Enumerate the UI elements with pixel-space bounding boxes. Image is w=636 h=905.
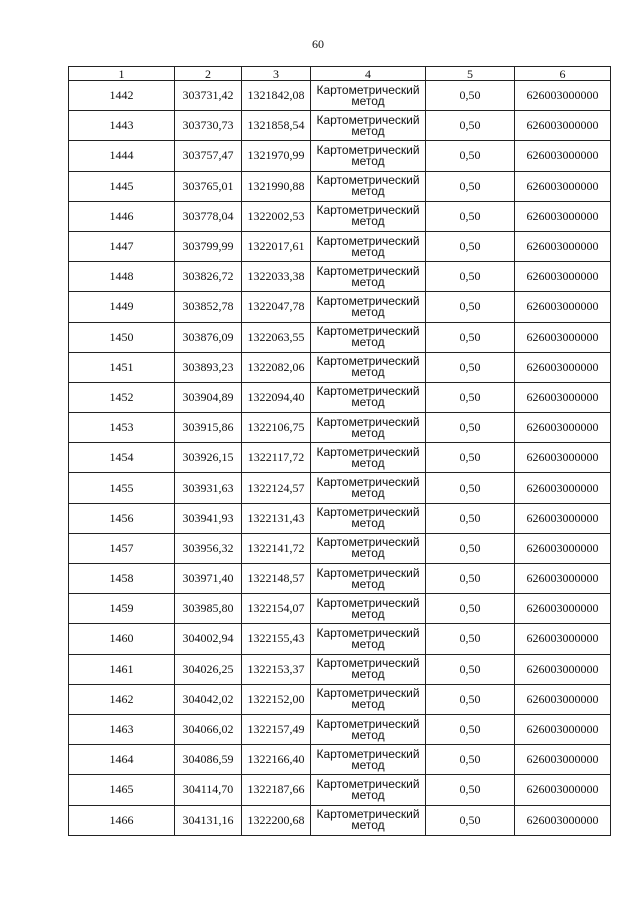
coordinate-x-cell: 304066,02 xyxy=(175,714,242,744)
code-cell: 626003000000 xyxy=(515,473,611,503)
column-header-5: 5 xyxy=(426,67,515,81)
accuracy-cell: 0,50 xyxy=(426,141,515,171)
column-header-1: 1 xyxy=(69,67,175,81)
coordinate-y-cell: 1321970,99 xyxy=(242,141,311,171)
method-text: Картометрический xyxy=(316,595,420,610)
method-text: метод xyxy=(351,184,385,199)
method-cell xyxy=(311,322,426,352)
method-text: Картометрический xyxy=(316,233,420,248)
method-text: метод xyxy=(351,757,385,772)
method-text: Картометрический xyxy=(316,263,420,278)
coordinate-y-cell: 1322082,06 xyxy=(242,352,311,382)
table-body xyxy=(69,81,611,836)
code-cell: 626003000000 xyxy=(515,805,611,835)
method-cell xyxy=(311,473,426,503)
accuracy-cell: 0,50 xyxy=(426,473,515,503)
method-cell xyxy=(311,684,426,714)
code-cell: 626003000000 xyxy=(515,81,611,111)
method-cell xyxy=(311,111,426,141)
coordinates-table xyxy=(68,66,611,836)
coordinate-x-cell: 303915,86 xyxy=(175,413,242,443)
method-text: метод xyxy=(351,516,385,531)
method-text: метод xyxy=(351,244,385,259)
method-text: Картометрический xyxy=(316,716,420,731)
point-number-cell: 1453 xyxy=(69,413,175,443)
page-number: 60 xyxy=(312,37,324,51)
method-cell xyxy=(311,533,426,563)
coordinate-x-cell: 303765,01 xyxy=(175,171,242,201)
point-number-cell: 1458 xyxy=(69,564,175,594)
accuracy-cell: 0,50 xyxy=(426,624,515,654)
method-text: Картометрический xyxy=(316,444,420,459)
accuracy-cell: 0,50 xyxy=(426,503,515,533)
column-header-4: 4 xyxy=(311,67,426,81)
point-number-cell: 1456 xyxy=(69,503,175,533)
accuracy-cell: 0,50 xyxy=(426,292,515,322)
point-number-cell: 1443 xyxy=(69,111,175,141)
table-row xyxy=(69,352,611,382)
table-row xyxy=(69,231,611,261)
point-number-cell: 1442 xyxy=(69,81,175,111)
method-cell xyxy=(311,141,426,171)
coordinate-y-cell: 1321990,88 xyxy=(242,171,311,201)
coordinate-y-cell: 1322106,75 xyxy=(242,413,311,443)
coordinate-x-cell: 303826,72 xyxy=(175,262,242,292)
coordinate-x-cell: 304042,02 xyxy=(175,684,242,714)
coordinate-y-cell: 1322154,07 xyxy=(242,594,311,624)
table-row xyxy=(69,443,611,473)
method-text: метод xyxy=(351,365,385,380)
code-cell: 626003000000 xyxy=(515,654,611,684)
method-cell xyxy=(311,503,426,533)
point-number-cell: 1454 xyxy=(69,443,175,473)
method-text: Картометрический xyxy=(316,686,420,701)
table-row xyxy=(69,141,611,171)
point-number-cell: 1461 xyxy=(69,654,175,684)
method-cell xyxy=(311,352,426,382)
method-text: Картометрический xyxy=(316,112,420,127)
method-text: метод xyxy=(351,606,385,621)
accuracy-cell: 0,50 xyxy=(426,262,515,292)
accuracy-cell: 0,50 xyxy=(426,654,515,684)
coordinate-x-cell: 303730,73 xyxy=(175,111,242,141)
method-text: Картометрический xyxy=(316,625,420,640)
table-row xyxy=(69,654,611,684)
table-row xyxy=(69,533,611,563)
method-text: метод xyxy=(351,636,385,651)
table-row xyxy=(69,805,611,835)
coordinate-y-cell: 1322063,55 xyxy=(242,322,311,352)
table-row xyxy=(69,503,611,533)
method-cell xyxy=(311,714,426,744)
coordinate-y-cell: 1322155,43 xyxy=(242,624,311,654)
method-cell xyxy=(311,805,426,835)
method-cell xyxy=(311,775,426,805)
accuracy-cell: 0,50 xyxy=(426,684,515,714)
coordinate-y-cell: 1322166,40 xyxy=(242,745,311,775)
code-cell: 626003000000 xyxy=(515,443,611,473)
point-number-cell: 1462 xyxy=(69,684,175,714)
coordinate-x-cell: 303904,89 xyxy=(175,382,242,412)
accuracy-cell: 0,50 xyxy=(426,533,515,563)
method-text: Картометрический xyxy=(316,203,420,218)
method-cell xyxy=(311,564,426,594)
method-text: метод xyxy=(351,486,385,501)
method-text: Картометрический xyxy=(316,142,420,157)
coordinate-x-cell: 303931,63 xyxy=(175,473,242,503)
accuracy-cell: 0,50 xyxy=(426,564,515,594)
accuracy-cell: 0,50 xyxy=(426,201,515,231)
point-number-cell: 1463 xyxy=(69,714,175,744)
accuracy-cell: 0,50 xyxy=(426,81,515,111)
coordinate-x-cell: 304131,16 xyxy=(175,805,242,835)
point-number-cell: 1450 xyxy=(69,322,175,352)
code-cell: 626003000000 xyxy=(515,201,611,231)
point-number-cell: 1464 xyxy=(69,745,175,775)
coordinate-y-cell: 1322033,38 xyxy=(242,262,311,292)
coordinate-x-cell: 303941,93 xyxy=(175,503,242,533)
code-cell: 626003000000 xyxy=(515,745,611,775)
accuracy-cell: 0,50 xyxy=(426,322,515,352)
accuracy-cell: 0,50 xyxy=(426,805,515,835)
coordinate-x-cell: 304086,59 xyxy=(175,745,242,775)
point-number-cell: 1447 xyxy=(69,231,175,261)
method-cell xyxy=(311,745,426,775)
method-cell xyxy=(311,382,426,412)
accuracy-cell: 0,50 xyxy=(426,775,515,805)
method-cell xyxy=(311,413,426,443)
coordinate-x-cell: 303757,47 xyxy=(175,141,242,171)
method-text: Картометрический xyxy=(316,505,420,520)
table-row xyxy=(69,292,611,322)
method-text: метод xyxy=(351,153,385,168)
code-cell: 626003000000 xyxy=(515,624,611,654)
table-row xyxy=(69,745,611,775)
code-cell: 626003000000 xyxy=(515,111,611,141)
method-cell xyxy=(311,292,426,322)
method-text: Картометрический xyxy=(316,82,420,97)
method-cell xyxy=(311,594,426,624)
method-text: метод xyxy=(351,818,385,833)
coordinate-y-cell: 1322187,66 xyxy=(242,775,311,805)
coordinate-x-cell: 303893,23 xyxy=(175,352,242,382)
point-number-cell: 1446 xyxy=(69,201,175,231)
table-row xyxy=(69,684,611,714)
coordinate-y-cell: 1322200,68 xyxy=(242,805,311,835)
coordinate-x-cell: 303852,78 xyxy=(175,292,242,322)
method-text: Картометрический xyxy=(316,535,420,550)
table-row xyxy=(69,262,611,292)
column-header-3: 3 xyxy=(242,67,311,81)
code-cell: 626003000000 xyxy=(515,533,611,563)
method-text: метод xyxy=(351,304,385,319)
coordinate-y-cell: 1321842,08 xyxy=(242,81,311,111)
point-number-cell: 1466 xyxy=(69,805,175,835)
code-cell: 626003000000 xyxy=(515,352,611,382)
coordinate-y-cell: 1322124,57 xyxy=(242,473,311,503)
accuracy-cell: 0,50 xyxy=(426,443,515,473)
code-cell: 626003000000 xyxy=(515,141,611,171)
method-cell xyxy=(311,81,426,111)
code-cell: 626003000000 xyxy=(515,322,611,352)
code-cell: 626003000000 xyxy=(515,231,611,261)
method-cell xyxy=(311,624,426,654)
coordinate-x-cell: 304114,70 xyxy=(175,775,242,805)
method-text: метод xyxy=(351,455,385,470)
coordinate-y-cell: 1322017,61 xyxy=(242,231,311,261)
column-header-6: 6 xyxy=(515,67,611,81)
method-text: метод xyxy=(351,274,385,289)
coordinate-y-cell: 1322141,72 xyxy=(242,533,311,563)
coordinate-x-cell: 304026,25 xyxy=(175,654,242,684)
table-row xyxy=(69,171,611,201)
coordinate-x-cell: 303926,15 xyxy=(175,443,242,473)
method-text: Картометрический xyxy=(316,384,420,399)
point-number-cell: 1451 xyxy=(69,352,175,382)
coordinate-x-cell: 303778,04 xyxy=(175,201,242,231)
point-number-cell: 1457 xyxy=(69,533,175,563)
coordinate-x-cell: 303731,42 xyxy=(175,81,242,111)
code-cell: 626003000000 xyxy=(515,292,611,322)
table-row xyxy=(69,594,611,624)
coordinate-y-cell: 1322002,53 xyxy=(242,201,311,231)
coordinate-x-cell: 303956,32 xyxy=(175,533,242,563)
method-cell xyxy=(311,201,426,231)
method-text: метод xyxy=(351,787,385,802)
method-cell xyxy=(311,443,426,473)
code-cell: 626003000000 xyxy=(515,262,611,292)
coordinate-y-cell: 1322094,40 xyxy=(242,382,311,412)
method-text: метод xyxy=(351,425,385,440)
accuracy-cell: 0,50 xyxy=(426,714,515,744)
table-row xyxy=(69,111,611,141)
coordinate-y-cell: 1322047,78 xyxy=(242,292,311,322)
method-text: Картометрический xyxy=(316,565,420,580)
method-text: метод xyxy=(351,395,385,410)
table-row xyxy=(69,382,611,412)
point-number-cell: 1452 xyxy=(69,382,175,412)
method-text: метод xyxy=(351,697,385,712)
code-cell: 626003000000 xyxy=(515,564,611,594)
method-text: Картометрический xyxy=(316,173,420,188)
method-text: метод xyxy=(351,546,385,561)
accuracy-cell: 0,50 xyxy=(426,413,515,443)
coordinate-x-cell: 303971,40 xyxy=(175,564,242,594)
method-text: Картометрический xyxy=(316,776,420,791)
method-cell xyxy=(311,231,426,261)
code-cell: 626003000000 xyxy=(515,171,611,201)
code-cell: 626003000000 xyxy=(515,413,611,443)
table-row xyxy=(69,714,611,744)
method-text: Картометрический xyxy=(316,414,420,429)
code-cell: 626003000000 xyxy=(515,594,611,624)
code-cell: 626003000000 xyxy=(515,684,611,714)
method-text: Картометрический xyxy=(316,746,420,761)
method-text: метод xyxy=(351,214,385,229)
point-number-cell: 1455 xyxy=(69,473,175,503)
table-header-row xyxy=(69,67,611,81)
accuracy-cell: 0,50 xyxy=(426,594,515,624)
point-number-cell: 1444 xyxy=(69,141,175,171)
method-text: метод xyxy=(351,727,385,742)
method-text: Картометрический xyxy=(316,293,420,308)
method-cell xyxy=(311,262,426,292)
coordinate-y-cell: 1322148,57 xyxy=(242,564,311,594)
method-text: метод xyxy=(351,576,385,591)
accuracy-cell: 0,50 xyxy=(426,231,515,261)
accuracy-cell: 0,50 xyxy=(426,382,515,412)
table-row xyxy=(69,775,611,805)
method-text: метод xyxy=(351,123,385,138)
point-number-cell: 1460 xyxy=(69,624,175,654)
point-number-cell: 1448 xyxy=(69,262,175,292)
table-row xyxy=(69,564,611,594)
coordinate-y-cell: 1322153,37 xyxy=(242,654,311,684)
accuracy-cell: 0,50 xyxy=(426,111,515,141)
coordinate-y-cell: 1322157,49 xyxy=(242,714,311,744)
accuracy-cell: 0,50 xyxy=(426,745,515,775)
accuracy-cell: 0,50 xyxy=(426,352,515,382)
column-header-2: 2 xyxy=(175,67,242,81)
coordinate-y-cell: 1321858,54 xyxy=(242,111,311,141)
method-text: Картометрический xyxy=(316,656,420,671)
point-number-cell: 1459 xyxy=(69,594,175,624)
method-text: Картометрический xyxy=(316,807,420,822)
coordinate-x-cell: 303985,80 xyxy=(175,594,242,624)
code-cell: 626003000000 xyxy=(515,503,611,533)
coordinate-y-cell: 1322152,00 xyxy=(242,684,311,714)
method-text: Картометрический xyxy=(316,324,420,339)
table-row xyxy=(69,624,611,654)
point-number-cell: 1445 xyxy=(69,171,175,201)
method-text: метод xyxy=(351,667,385,682)
code-cell: 626003000000 xyxy=(515,775,611,805)
coordinate-y-cell: 1322131,43 xyxy=(242,503,311,533)
table-row xyxy=(69,81,611,111)
code-cell: 626003000000 xyxy=(515,382,611,412)
coordinate-x-cell: 303876,09 xyxy=(175,322,242,352)
code-cell: 626003000000 xyxy=(515,714,611,744)
method-text: Картометрический xyxy=(316,475,420,490)
table-row xyxy=(69,413,611,443)
method-text: Картометрический xyxy=(316,354,420,369)
coordinate-y-cell: 1322117,72 xyxy=(242,443,311,473)
point-number-cell: 1449 xyxy=(69,292,175,322)
point-number-cell: 1465 xyxy=(69,775,175,805)
method-text: метод xyxy=(351,335,385,350)
coordinate-x-cell: 304002,94 xyxy=(175,624,242,654)
table-row xyxy=(69,201,611,231)
accuracy-cell: 0,50 xyxy=(426,171,515,201)
method-cell xyxy=(311,171,426,201)
method-text: метод xyxy=(351,93,385,108)
table-row xyxy=(69,473,611,503)
coordinate-x-cell: 303799,99 xyxy=(175,231,242,261)
method-cell xyxy=(311,654,426,684)
table-row xyxy=(69,322,611,352)
